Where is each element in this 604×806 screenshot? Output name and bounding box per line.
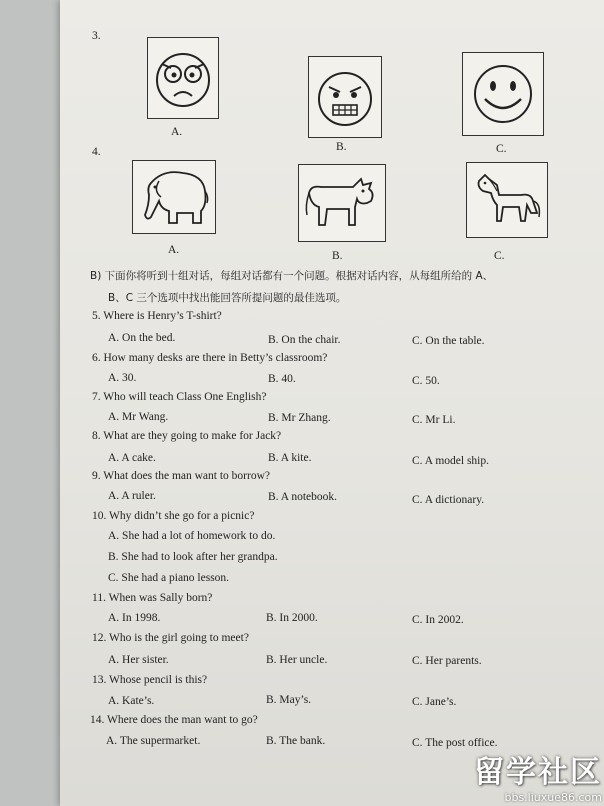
question-5-option-b: B. On the chair. <box>268 334 341 346</box>
horse-icon <box>467 163 547 237</box>
question-11-option-c: C. In 2002. <box>412 614 464 626</box>
angry-face-icon <box>309 57 381 137</box>
question-13-text: 13. Whose pencil is this? <box>92 674 208 686</box>
question-12-option-c: C. Her parents. <box>412 655 482 667</box>
section-b-instructions-line2: B、C 三个选项中找出能回答所提问题的最佳选项。 <box>108 292 347 304</box>
question-7-text: 7. Who will teach Class One English? <box>92 391 267 403</box>
site-watermark <box>474 747 602 804</box>
question-12-option-a: A. Her sister. <box>108 654 169 666</box>
worried-face-icon <box>148 38 218 118</box>
question-9-option-a: A. A ruler. <box>108 490 156 502</box>
q3-option-a-label: A. <box>171 126 183 138</box>
question-6-text: 6. How many desks are there in Betty’s classroom? <box>92 352 328 364</box>
question-7-option-b: B. Mr Zhang. <box>268 412 331 424</box>
question-12-option-b: B. Her uncle. <box>266 654 328 666</box>
question-8-option-b: B. A kite. <box>268 452 312 464</box>
section-b-instructions-line1: B) 下面你将听到十组对话，每组对话都有一个问题。根据对话内容，从每组所给的 A、 <box>90 270 494 282</box>
q3-option-b-label: B. <box>336 141 347 153</box>
question-8-option-a: A. A cake. <box>108 452 156 464</box>
question-6-option-b: B. 40. <box>268 373 296 385</box>
q4-option-a-label: A. <box>168 244 180 256</box>
q3-option-a-box <box>147 37 219 119</box>
question-13-option-c: C. Jane’s. <box>412 696 457 708</box>
question-11-option-b: B. In 2000. <box>266 612 318 624</box>
question-5-option-a: A. On the bed. <box>108 332 176 344</box>
question-6-option-c: C. 50. <box>412 375 440 387</box>
watermark-logo-text: 留学社区 <box>474 755 602 790</box>
question-6-option-a: A. 30. <box>108 372 137 384</box>
watermark-url: bbs.liuxue86.com <box>504 791 602 804</box>
question-10-option-c: C. She had a piano lesson. <box>108 572 230 584</box>
q4-option-a-box <box>132 160 216 234</box>
q4-option-b-label: B. <box>332 250 343 262</box>
question-13-option-a: A. Kate’s. <box>108 695 155 707</box>
question-11-option-a: A. In 1998. <box>108 612 161 624</box>
elephant-icon <box>133 161 215 233</box>
q3-option-c-label: C. <box>496 143 507 155</box>
question-12-text: 12. Who is the girl going to meet? <box>92 632 249 644</box>
question-9-text: 9. What does the man want to borrow? <box>92 470 270 482</box>
q4-option-c-box <box>466 162 548 238</box>
q3-option-c-box <box>462 52 544 136</box>
question-5-option-c: C. On the table. <box>412 335 485 347</box>
question-10-text: 10. Why didn’t she go for a picnic? <box>92 510 255 522</box>
question-8-option-c: C. A model ship. <box>412 455 489 467</box>
q4-option-c-label: C. <box>494 250 505 262</box>
q3-option-b-box <box>308 56 382 138</box>
question-11-text: 11. When was Sally born? <box>92 592 213 604</box>
exam-page <box>60 0 604 806</box>
question-14-option-a: A. The supermarket. <box>106 735 201 747</box>
question-10-option-b: B. She had to look after her grandpa. <box>108 551 278 563</box>
q3-number: 3. <box>92 30 101 42</box>
q4-number: 4. <box>92 146 101 158</box>
q4-option-b-box <box>298 164 386 242</box>
question-9-option-c: C. A dictionary. <box>412 494 485 506</box>
question-10-option-a: A. She had a lot of homework to do. <box>108 530 276 542</box>
question-7-option-c: C. Mr Li. <box>412 414 456 426</box>
question-8-text: 8. What are they going to make for Jack? <box>92 430 282 442</box>
question-9-option-b: B. A notebook. <box>268 491 338 503</box>
question-5-text: 5. Where is Henry’s T-shirt? <box>92 310 222 322</box>
question-14-option-c: C. The post office. <box>412 737 498 749</box>
smiley-face-icon <box>463 53 543 135</box>
question-13-option-b: B. May’s. <box>266 694 312 706</box>
question-14-text: 14. Where does the man want to go? <box>90 714 258 726</box>
question-7-option-a: A. Mr Wang. <box>108 411 169 423</box>
question-14-option-b: B. The bank. <box>266 735 326 747</box>
cow-icon <box>299 165 385 241</box>
